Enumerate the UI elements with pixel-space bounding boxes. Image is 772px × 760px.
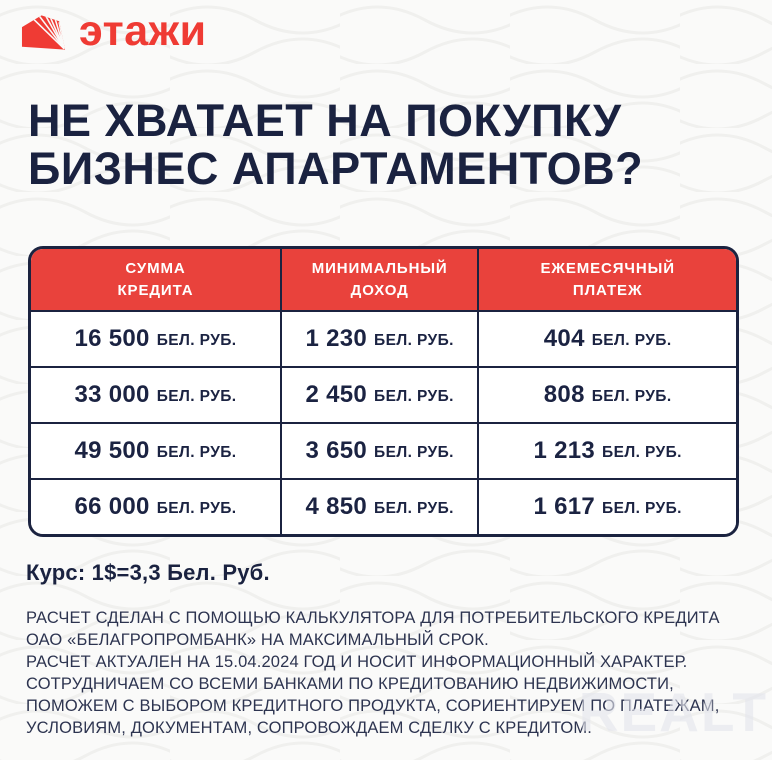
credit-sum-cell (31, 424, 282, 478)
disclaimer-line: ПОМОЖЕМ С ВЫБОРОМ КРЕДИТНОГО ПРОДУКТА, СОРИЕНТИРУЕМ ПО ПЛАТЕЖАМ, (26, 696, 720, 715)
monthly-payment-cell (479, 312, 736, 366)
header-text: ДОХОД (350, 281, 409, 299)
currency-unit: БЕЛ. РУБ. (602, 443, 682, 461)
currency-unit: БЕЛ. РУБ. (602, 499, 682, 517)
min-income-cell (282, 424, 479, 478)
headline-line-1: НЕ ХВАТАЕТ НА ПОКУПКУ (28, 95, 622, 146)
credit-sum-cell (31, 368, 282, 422)
disclaimer-line: СОТРУДНИЧАЕМ СО ВСЕМИ БАНКАМИ ПО КРЕДИТОВАНИЮ НЕДВИЖИМОСТИ, (26, 674, 674, 693)
currency-unit: БЕЛ. РУБ. (156, 387, 237, 405)
amount-value: 404 (543, 325, 585, 352)
min-income-cell (282, 368, 479, 422)
currency-unit: БЕЛ. РУБ. (374, 499, 454, 517)
amount-value: 66 000 (74, 493, 150, 520)
header-text: МИНИМАЛЬНЫЙ (311, 259, 448, 277)
amount-value: 49 500 (74, 437, 150, 464)
etazhi-logo (20, 7, 207, 57)
table-row (31, 366, 736, 422)
table-row (31, 310, 736, 366)
monthly-payment-cell (479, 368, 736, 422)
header-credit-sum (31, 249, 282, 310)
header-text: ПЛАТЕЖ (572, 281, 643, 299)
currency-unit: БЕЛ. РУБ. (156, 331, 237, 349)
credit-sum-cell (31, 480, 282, 534)
monthly-payment-cell (479, 424, 736, 478)
header-text: СУММА (125, 259, 186, 277)
amount-value: 16 500 (74, 325, 150, 352)
disclaimer-line: РАСЧЕТ СДЕЛАН С ПОМОЩЬЮ КАЛЬКУЛЯТОРА ДЛЯ ПОТРЕБИТЕЛЬСКОГО КРЕДИТА (26, 609, 720, 627)
disclaimer-line: УСЛОВИЯМ, ДОКУМЕНТАМ, СОПРОВОЖДАЕМ СДЕЛКУ С КРЕДИТОМ. (26, 718, 593, 737)
currency-unit: БЕЛ. РУБ. (374, 443, 454, 461)
currency-unit: БЕЛ. РУБ. (374, 331, 454, 349)
amount-value: 33 000 (74, 381, 150, 408)
amount-value: 1 617 (533, 493, 596, 520)
disclaimer-line: ОАО «БЕЛАГРОПРОМБАНК» НА МАКСИМАЛЬНЫЙ СРОК. (26, 630, 489, 649)
header-monthly-payment (479, 249, 736, 310)
currency-unit: БЕЛ. РУБ. (374, 387, 454, 405)
headline (28, 97, 744, 192)
header-min-income (282, 249, 479, 310)
table-header-row (31, 249, 736, 310)
monthly-payment-cell (479, 480, 736, 534)
amount-value: 3 650 (305, 437, 368, 464)
credit-table (28, 246, 739, 537)
exchange-rate: Курс: 1$=3,3 Бел. Руб. (26, 560, 270, 585)
credit-sum-cell (31, 312, 282, 366)
currency-unit: БЕЛ. РУБ. (591, 331, 672, 349)
amount-value: 1 230 (305, 325, 368, 352)
etazhi-house-icon (20, 12, 67, 56)
currency-unit: БЕЛ. РУБ. (156, 443, 237, 461)
realt-watermark: REALT (578, 681, 768, 743)
amount-value: 2 450 (305, 381, 368, 408)
min-income-cell (282, 480, 479, 534)
amount-value: 1 213 (533, 437, 596, 464)
logo-wordmark: этажи (79, 7, 207, 55)
table-row (31, 478, 736, 534)
currency-unit: БЕЛ. РУБ. (156, 499, 237, 517)
table-row (31, 422, 736, 478)
headline-line-2: БИЗНЕС АПАРТАМЕНТОВ? (28, 142, 644, 194)
disclaimer-line: РАСЧЕТ АКТУАЛЕН НА 15.04.2024 ГОД И НОСИТ ИНФОРМАЦИОННЫЙ ХАРАКТЕР. (26, 652, 688, 671)
amount-value: 4 850 (305, 493, 368, 520)
min-income-cell (282, 312, 479, 366)
amount-value: 808 (543, 381, 585, 408)
header-text: КРЕДИТА (117, 281, 194, 299)
currency-unit: БЕЛ. РУБ. (591, 387, 672, 405)
header-text: ЕЖЕМЕСЯЧНЫЙ (540, 259, 675, 277)
